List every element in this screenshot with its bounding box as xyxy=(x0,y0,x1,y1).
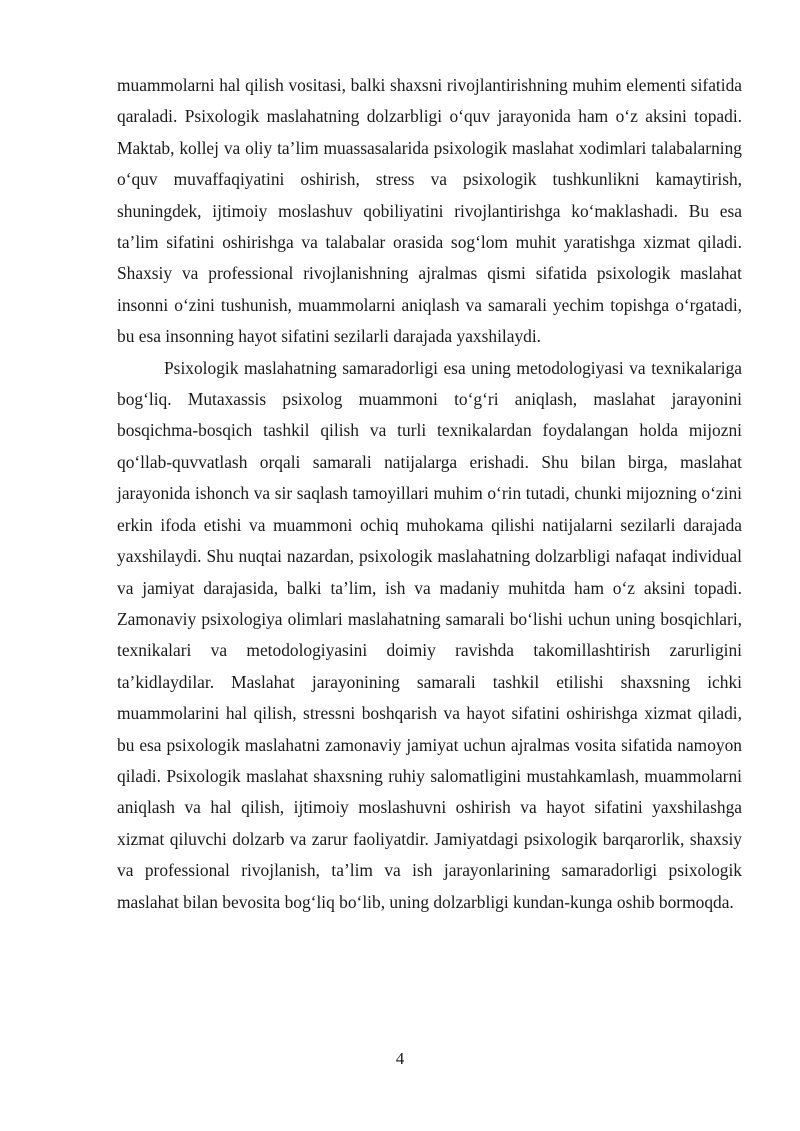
paragraph-continuation: muammolarni hal qilish vositasi, balki shaxsni rivojlantirishning muhim elementi sifatida qaraladi. Psixologik maslahatning dolzarbligi o‘quv jarayonida ham o‘z aksini topadi. Maktab, kollej va oliy ta’lim muassasalarida psixologik maslahat xodimlari talabalarning o‘quv muvaffaqiyatini oshirish, stress va psixologik tushkunlikni kamaytirish, shuningdek, ijtimoiy moslashuv qobiliyatini rivojlantirishga ko‘maklashadi. Bu esa ta’lim sifatini oshirishga va talabalar orasida sog‘lom muhit yaratishga xizmat qiladi. Shaxsiy va professional rivojlanishning ajralmas qismi sifatida psixologik maslahat insonni o‘zini tushunish, muammolarni aniqlash va samarali yechim topishga o‘rgatadi, bu esa insonning hayot sifatini sezilarli darajada yaxshilaydi. xyxy=(117,75,742,347)
body-text xyxy=(117,70,742,918)
paragraph-methodology: Psixologik maslahatning samaradorligi esa uning metodologiyasi va texnikalariga bog‘liq. Mutaxassis psixolog muammoni to‘g‘ri aniqlash, maslahat jarayonini bosqichma-bosqich tashkil qilish va turli texnikalardan foydalangan holda mijozni qo‘llab-quvvatlash orqali samarali natijalarga erishadi. Shu bilan birga, maslahat jarayonida ishonch va sir saqlash tamoyillari muhim o‘rin tutadi, chunki mijozning o‘zini erkin ifoda etishi va muammoni ochiq muhokama qilishi natijalarni sezilarli darajada yaxshilaydi. Shu nuqtai nazardan, psixologik maslahatning dolzarbligi nafaqat individual va jamiyat darajasida, balki ta’lim, ish va madaniy muhitda ham o‘z aksini topadi. Zamonaviy psixologiya olimlari maslahatning samarali bo‘lishi uchun uning bosqichlari, texnikalari va metodologiyasini doimiy ravishda takomillashtirish zarurligini ta’kidlaydilar. Maslahat jarayonining samarali tashkil etilishi shaxsning ichki muammolarini hal qilish, stressni boshqarish va hayot sifatini oshirishga xizmat qiladi, bu esa psixologik maslahatni zamonaviy jamiyat uchun ajralmas vosita sifatida namoyon qiladi. Psixologik maslahat shaxsning ruhiy salomatligini mustahkamlash, muammolarni aniqlash va hal qilish, ijtimoiy moslashuvni oshirish va hayot sifatini yaxshilashga xizmat qiluvchi dolzarb va zarur faoliyatdir. Jamiyatdagi psixologik barqarorlik, shaxsiy va professional rivojlanish, ta’lim va ish jarayonlarining samaradorligi psixologik maslahat bilan bevosita bog‘liq bo‘lib, uning dolzarbligi kundan-kunga oshib bormoqda. xyxy=(117,357,742,912)
page-number: 4 xyxy=(395,1049,405,1068)
